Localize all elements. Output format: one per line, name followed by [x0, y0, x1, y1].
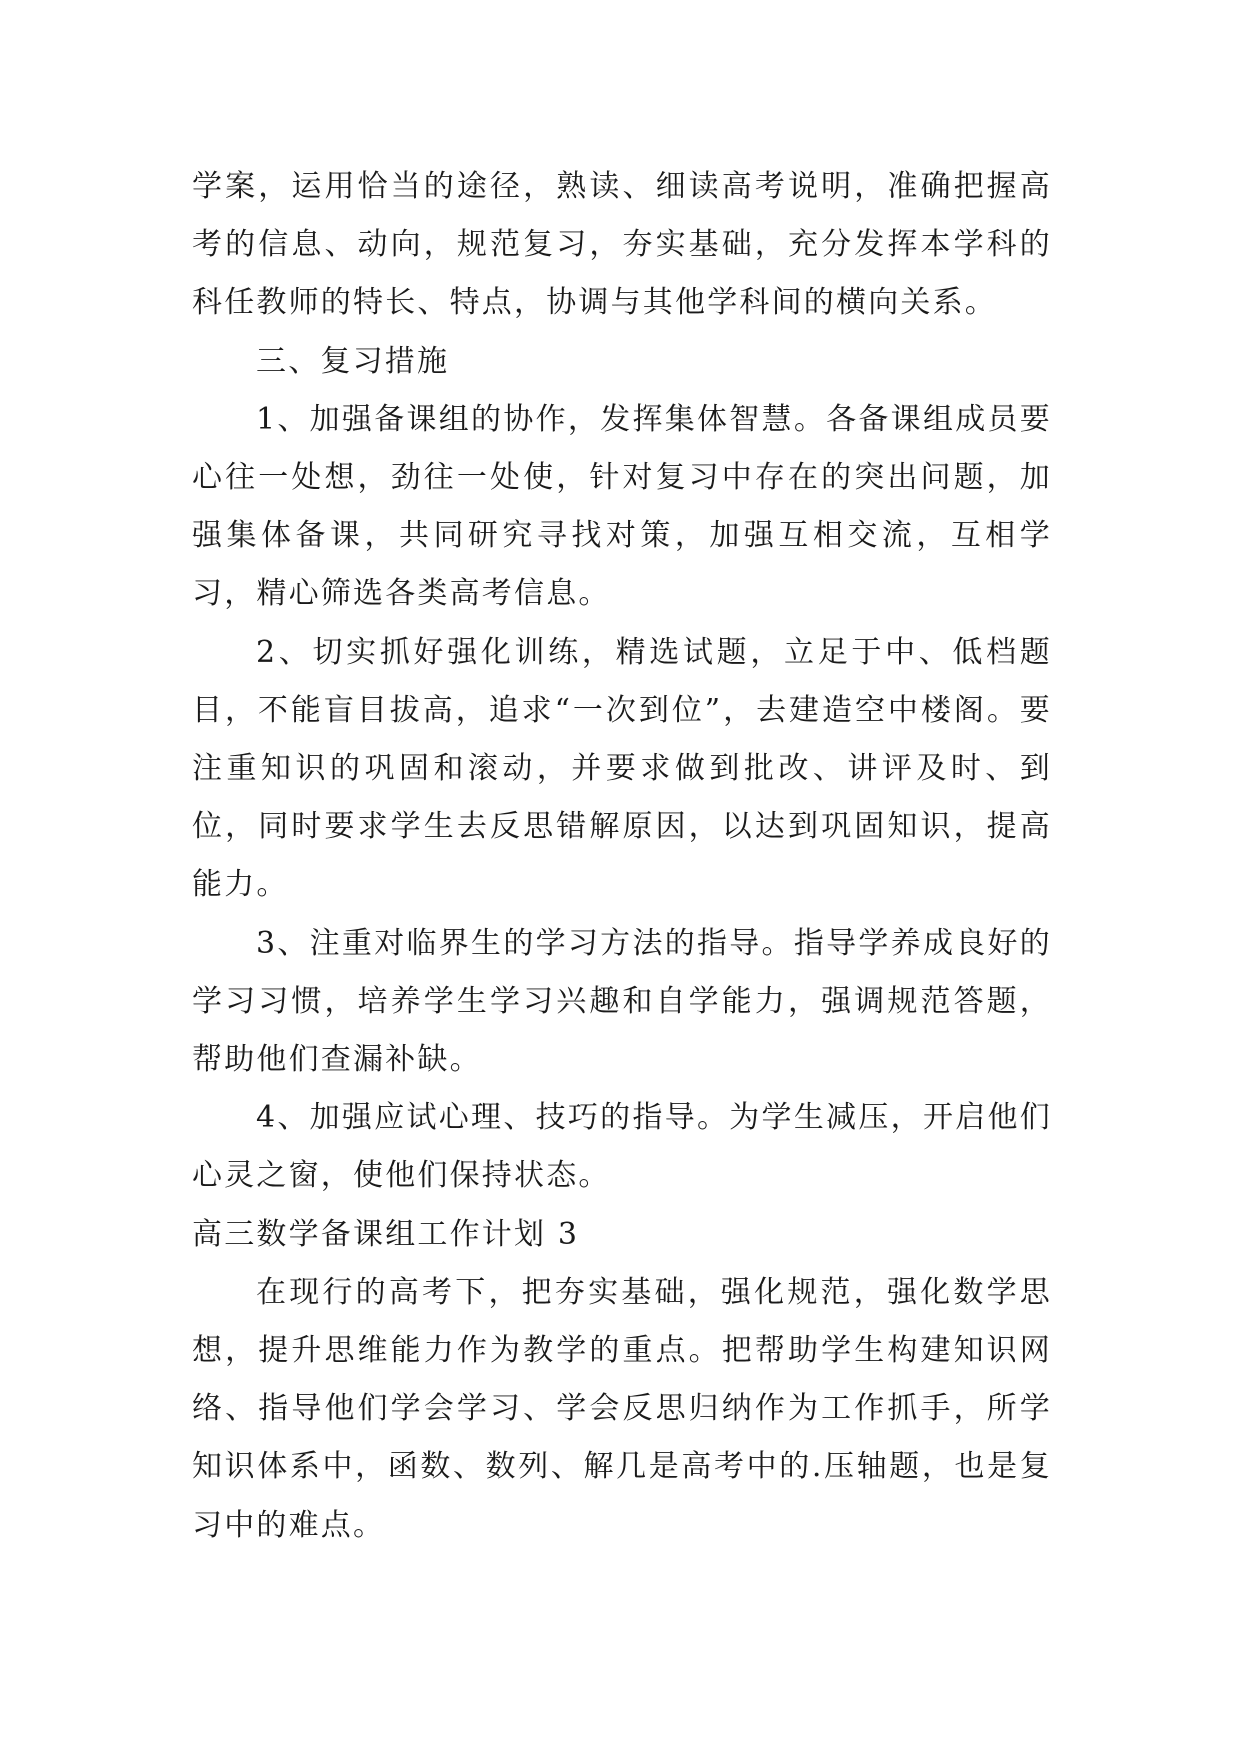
section-heading-review-measures: 三、复习措施: [256, 343, 450, 379]
paragraph-continuation: 学案，运用恰当的途径，熟读、细读高考说明，准确把握高考的信息、动向，规范复习，夯实基础，充分发挥本学科的科任教师的特长、特点，协调与其他学科间的横向关系。: [192, 169, 1052, 321]
body-text: [192, 158, 1052, 1555]
paragraph-measure-2: 2、切实抓好强化训练，精选试题，立足于中、低档题目，不能盲目拔高，追求“一次到位”，去建造空中楼阁。要注重知识的巩固和滚动，并要求做到批改、讲评及时、到位，同时要求学生去反思错解原因，以达到巩固知识，提高能力。: [192, 634, 1052, 903]
paragraph-measure-4: 4、加强应试心理、技巧的指导。为学生减压，开启他们心灵之窗，使他们保持状态。: [192, 1100, 1052, 1194]
paragraph-measure-3: 3、注重对临界生的学习方法的指导。指导学养成良好的学习习惯，培养学生学习兴趣和自学能力，强调规范答题，帮助他们查漏补缺。: [192, 925, 1052, 1078]
paragraph-plan-intro: 在现行的高考下，把夯实基础，强化规范，强化数学思想，提升思维能力作为教学的重点。把帮助学生构建知识网络、指导他们学会学习、学会反思归纳作为工作抓手，所学知识体系中，函数、数列、解几是高考中的.压轴题，也是复习中的难点。: [192, 1274, 1052, 1543]
plan-title: 高三数学备课组工作计划 3: [192, 1216, 580, 1252]
paragraph-measure-1: 1、加强备课组的协作，发挥集体智慧。各备课组成员要心往一处想，劲往一处使，针对复习中存在的突出问题，加强集体备课，共同研究寻找对策，加强互相交流，互相学习，精心筛选各类高考信息。: [192, 401, 1052, 612]
